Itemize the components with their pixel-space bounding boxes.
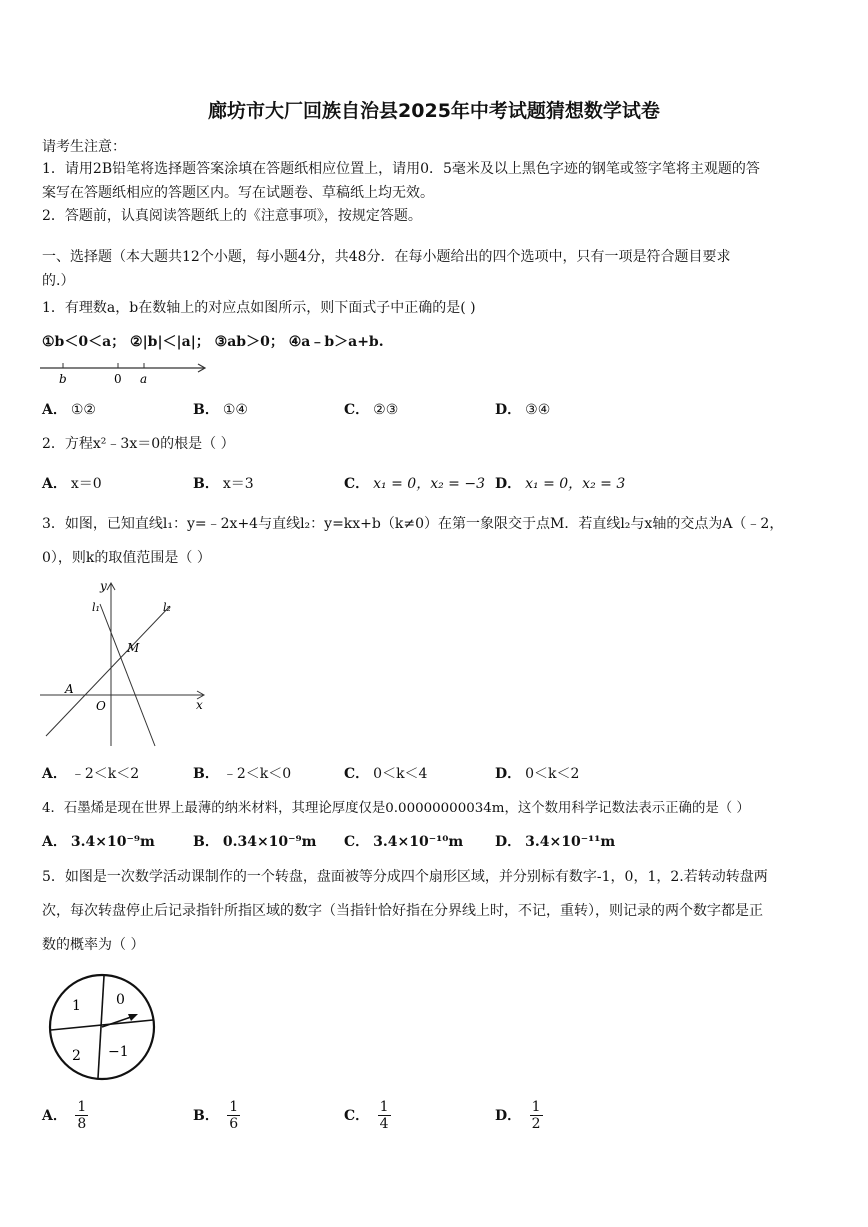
q4-option-d[interactable] <box>495 831 615 851</box>
label-origin: O <box>96 699 106 713</box>
fraction <box>530 1099 543 1132</box>
notice-item-1-line-1: 1．请用2B铅笔将选择题答案涂填在答题纸相应位置上，请用0．5毫米及以上黑色字迹的钢笔或签字笔将主观题的答 <box>42 161 760 177</box>
q1-stem: 1．有理数a，b在数轴上的对应点如图所示，则下面式子中正确的是( ) <box>42 300 476 316</box>
option-text: ①② <box>70 402 96 418</box>
option-letter: C． <box>344 834 370 850</box>
option-letter: B． <box>193 402 219 418</box>
option-text: 3.4×10⁻⁹m <box>70 834 155 850</box>
q1-option-c[interactable] <box>344 399 398 419</box>
option-letter: B． <box>193 1107 219 1124</box>
label-y: y <box>100 579 107 593</box>
q4-option-a[interactable] <box>42 831 155 851</box>
q5-stem-line-1: 5．如图是一次数学活动课制作的一个转盘，盘面被等分成四个扇形区域，并分别标有数字-1，0，1，2.若转动转盘两 <box>42 869 768 885</box>
option-text: ②③ <box>373 402 399 418</box>
option-text: x＝0 <box>70 476 102 492</box>
option-text: 3.4×10⁻¹¹m <box>525 834 616 850</box>
option-text: 0＜k＜2 <box>525 766 580 782</box>
fraction-numerator: 1 <box>531 1099 541 1115</box>
fraction <box>227 1099 240 1132</box>
q5-option-c[interactable] <box>344 1099 391 1132</box>
option-text: ①④ <box>222 402 248 418</box>
option-letter: A． <box>42 834 67 850</box>
option-letter: D． <box>495 766 522 782</box>
option-text: x₁ = 0，x₂ = 3 <box>525 476 626 492</box>
option-letter: C． <box>344 402 370 418</box>
option-letter: B． <box>193 476 219 492</box>
option-letter: A． <box>42 766 67 782</box>
q3-stem-line-2: 0），则k的取值范围是（ ） <box>42 550 211 566</box>
option-text: 0＜k＜4 <box>373 766 428 782</box>
label-m: M <box>127 641 140 655</box>
q4-option-b[interactable] <box>193 831 317 851</box>
spinner-sector-neg1: −1 <box>108 1044 129 1060</box>
q3-option-b[interactable] <box>193 763 291 783</box>
option-letter: C． <box>344 766 370 782</box>
fraction <box>378 1099 391 1132</box>
option-letter: B． <box>193 834 219 850</box>
q4-stem: 4．石墨烯是现在世界上最薄的纳米材料，其理论厚度仅是0.00000000034m，这个数用科学记数法表示正确的是（ ） <box>42 801 750 816</box>
q3-stem-line-1: 3．如图，已知直线l₁：y=﹣2x+4与直线l₂：y=kx+b（k≠0）在第一象限交于点M．若直线l₂与x轴的交点为A（﹣2， <box>42 516 784 532</box>
option-letter: A． <box>42 402 67 418</box>
q2-stem: 2．方程x²﹣3x＝0的根是（ ） <box>42 436 235 452</box>
q1-number-line <box>38 356 213 388</box>
q4-option-c[interactable] <box>344 831 463 851</box>
option-letter: D． <box>495 1107 522 1124</box>
fraction-denominator: 6 <box>229 1116 239 1132</box>
option-letter: D． <box>495 476 522 492</box>
fraction <box>75 1099 88 1132</box>
q2-option-b[interactable] <box>193 473 254 493</box>
q5-option-b[interactable] <box>193 1099 240 1132</box>
q3-option-a[interactable] <box>42 763 139 783</box>
section-heading-line-1: 一、选择题（本大题共12个小题，每小题4分，共48分．在每小题给出的四个选项中，只有一项是符合题目要求 <box>42 249 731 265</box>
fraction-numerator: 1 <box>229 1099 239 1115</box>
q3-option-d[interactable] <box>495 763 579 783</box>
label-l2: l₂ <box>163 601 171 614</box>
q1-option-a[interactable] <box>42 399 96 419</box>
notice-item-1-line-2: 案写在答题纸相应的答题区内。写在试题卷、草稿纸上均无效。 <box>42 185 434 201</box>
fraction-numerator: 1 <box>379 1099 389 1115</box>
q5-option-d[interactable] <box>495 1099 543 1132</box>
q2-option-d[interactable] <box>495 473 625 493</box>
spinner-sector-2: 2 <box>72 1048 81 1064</box>
option-letter: C． <box>344 1107 370 1124</box>
q5-stem-line-3: 数的概率为（ ） <box>42 937 145 953</box>
option-letter: B． <box>193 766 219 782</box>
fraction-numerator: 1 <box>77 1099 87 1115</box>
notice-heading: 请考生注意： <box>42 139 126 155</box>
option-text: x＝3 <box>222 476 254 492</box>
q1-option-b[interactable] <box>193 399 248 419</box>
fraction-denominator: 4 <box>379 1116 389 1132</box>
label-l1: l₁ <box>92 601 100 614</box>
fraction-denominator: 8 <box>77 1116 87 1132</box>
q3-coordinate-figure <box>38 574 213 752</box>
option-text: 0.34×10⁻⁹m <box>222 834 317 850</box>
label-x: x <box>196 698 203 712</box>
option-text: ③④ <box>525 402 551 418</box>
option-text: ﹣2＜k＜0 <box>222 766 292 782</box>
page-title: 廊坊市大厂回族自治县2025年中考试题猜想数学试卷 <box>208 100 660 122</box>
option-text: ﹣2＜k＜2 <box>70 766 140 782</box>
q1-option-d[interactable] <box>495 399 550 419</box>
q2-option-a[interactable] <box>42 473 102 493</box>
q3-option-c[interactable] <box>344 763 427 783</box>
fraction-denominator: 2 <box>531 1116 541 1132</box>
axis-label-a: a <box>140 372 148 386</box>
spinner-sector-1: 1 <box>72 998 81 1014</box>
notice-item-2: 2．答题前，认真阅读答题纸上的《注意事项》，按规定答题。 <box>42 208 422 224</box>
spinner-sector-0: 0 <box>116 992 125 1008</box>
option-letter: A． <box>42 1107 67 1124</box>
option-text: 3.4×10⁻¹⁰m <box>373 834 464 850</box>
option-letter: C． <box>344 476 370 492</box>
section-heading-line-2: 的.） <box>42 273 75 289</box>
q5-option-a[interactable] <box>42 1099 88 1132</box>
option-text: x₁ = 0，x₂ = −3 <box>373 476 485 492</box>
q1-statements: ①b＜0＜a； ②|b|＜|a|； ③ab＞0； ④a﹣b＞a+b. <box>42 334 384 350</box>
q2-option-c[interactable] <box>344 473 485 493</box>
option-letter: A． <box>42 476 67 492</box>
label-a: A <box>65 682 74 696</box>
axis-label-b: b <box>59 372 67 386</box>
q5-spinner <box>44 972 160 1088</box>
option-letter: D． <box>495 402 522 418</box>
q5-stem-line-2: 次，每次转盘停止后记录指针所指区域的数字（当指针恰好指在分界线上时，不记，重转），则记录的两个数字都是正 <box>42 903 763 919</box>
axis-label-zero: 0 <box>114 372 122 386</box>
option-letter: D． <box>495 834 522 850</box>
